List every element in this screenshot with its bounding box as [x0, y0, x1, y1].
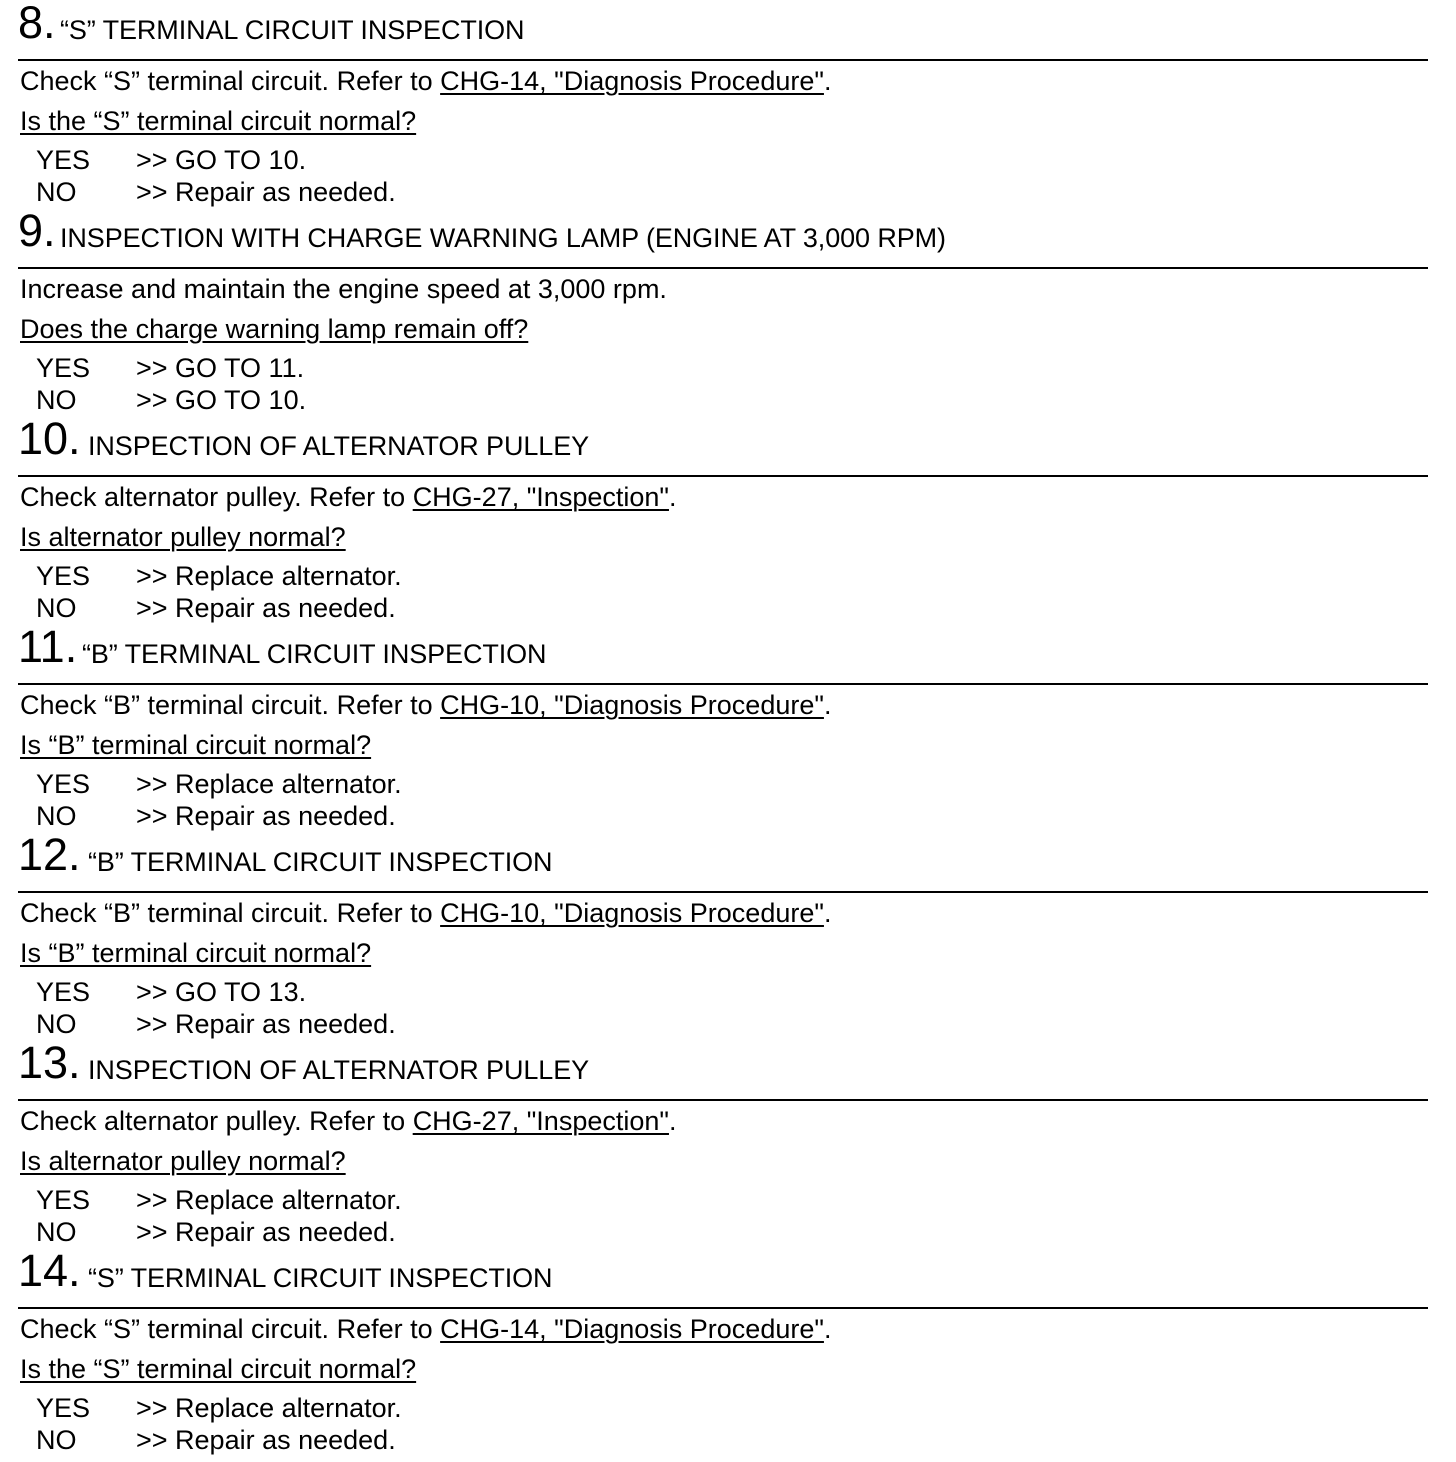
- instruction: [20, 1312, 831, 1346]
- question: Is the “S” terminal circuit normal?: [20, 1354, 417, 1384]
- no-label: NO: [36, 801, 77, 831]
- instruction-text: Check “B” terminal circuit. Refer to: [20, 690, 441, 720]
- instruction-text: Check alternator pulley. Refer to: [20, 1106, 413, 1136]
- step-11: [0, 621, 1456, 832]
- step-number: 12.: [18, 829, 81, 880]
- no-label: NO: [36, 1009, 77, 1039]
- divider: [18, 683, 1428, 685]
- reference-link-chg-27[interactable]: CHG-27, "Inspection": [412, 482, 669, 512]
- yes-label: YES: [36, 1185, 91, 1215]
- step-14: [0, 1245, 1456, 1456]
- divider: [18, 475, 1428, 477]
- divider: [18, 1099, 1428, 1101]
- yes-action: >> GO TO 10.: [136, 145, 307, 175]
- instruction: [20, 272, 667, 306]
- reference-link-chg-14[interactable]: CHG-14, "Diagnosis Procedure": [440, 1314, 824, 1344]
- reference-link-chg-27[interactable]: CHG-27, "Inspection": [412, 1106, 669, 1136]
- step-number: 9.: [18, 205, 56, 256]
- instruction-end: .: [668, 482, 677, 512]
- step-13: [0, 1037, 1456, 1248]
- step-title: INSPECTION OF ALTERNATOR PULLEY: [88, 431, 590, 461]
- no-action: >> Repair as needed.: [136, 801, 396, 831]
- yes-action: >> Replace alternator.: [136, 1185, 402, 1215]
- no-action: >> Repair as needed.: [136, 1217, 396, 1247]
- instruction: [20, 688, 831, 722]
- yes-action: >> GO TO 11.: [136, 353, 305, 383]
- no-label: NO: [36, 593, 77, 623]
- step-number: 8.: [18, 0, 56, 48]
- divider: [18, 267, 1428, 269]
- reference-link-chg-10[interactable]: CHG-10, "Diagnosis Procedure": [440, 690, 824, 720]
- step-number: 10.: [18, 413, 81, 464]
- divider: [18, 891, 1428, 893]
- step-8: [0, 0, 1456, 208]
- yes-action: >> Replace alternator.: [136, 1393, 402, 1423]
- no-action: >> Repair as needed.: [136, 593, 396, 623]
- instruction-end: .: [668, 1106, 677, 1136]
- step-title: “S” TERMINAL CIRCUIT INSPECTION: [88, 1263, 553, 1293]
- instruction-text: Check alternator pulley. Refer to: [20, 482, 413, 512]
- instruction-text: Check “S” terminal circuit. Refer to: [20, 1314, 441, 1344]
- question: Does the charge warning lamp remain off?: [20, 314, 529, 344]
- yes-label: YES: [36, 145, 91, 175]
- question: Is “B” terminal circuit normal?: [20, 938, 372, 968]
- instruction-end: .: [823, 690, 832, 720]
- question: Is “B” terminal circuit normal?: [20, 730, 372, 760]
- divider: [18, 1307, 1428, 1309]
- step-10: [0, 413, 1456, 624]
- instruction-text: Increase and maintain the engine speed at 3,000 rpm.: [20, 274, 667, 304]
- step-number: 11.: [18, 621, 78, 672]
- step-12: [0, 829, 1456, 1040]
- instruction-end: .: [823, 1314, 832, 1344]
- step-9: [0, 205, 1456, 416]
- yes-label: YES: [36, 353, 91, 383]
- no-label: NO: [36, 385, 77, 415]
- yes-label: YES: [36, 769, 91, 799]
- yes-action: >> Replace alternator.: [136, 561, 402, 591]
- divider: [18, 59, 1428, 61]
- step-number: 13.: [18, 1037, 81, 1088]
- yes-label: YES: [36, 561, 91, 591]
- step-title: INSPECTION OF ALTERNATOR PULLEY: [88, 1055, 590, 1085]
- no-action: >> Repair as needed.: [136, 177, 396, 207]
- question: Is the “S” terminal circuit normal?: [20, 106, 417, 136]
- no-action: >> Repair as needed.: [136, 1425, 396, 1455]
- instruction-text: Check “S” terminal circuit. Refer to: [20, 66, 441, 96]
- no-action: >> Repair as needed.: [136, 1009, 396, 1039]
- no-action: >> GO TO 10.: [136, 385, 307, 415]
- question: Is alternator pulley normal?: [20, 522, 346, 552]
- step-title: “S” TERMINAL CIRCUIT INSPECTION: [60, 15, 525, 45]
- instruction-end: .: [823, 898, 832, 928]
- reference-link-chg-14[interactable]: CHG-14, "Diagnosis Procedure": [440, 66, 824, 96]
- step-title: “B” TERMINAL CIRCUIT INSPECTION: [88, 847, 553, 877]
- step-number: 14.: [18, 1245, 81, 1296]
- no-label: NO: [36, 177, 77, 207]
- instruction: [20, 480, 676, 514]
- question: Is alternator pulley normal?: [20, 1146, 346, 1176]
- no-label: NO: [36, 1217, 77, 1247]
- reference-link-chg-10[interactable]: CHG-10, "Diagnosis Procedure": [440, 898, 824, 928]
- yes-label: YES: [36, 977, 91, 1007]
- yes-action: >> Replace alternator.: [136, 769, 402, 799]
- instruction-text: Check “B” terminal circuit. Refer to: [20, 898, 441, 928]
- instruction: [20, 896, 831, 930]
- yes-action: >> GO TO 13.: [136, 977, 307, 1007]
- instruction: [20, 64, 831, 98]
- instruction-end: .: [823, 66, 832, 96]
- yes-label: YES: [36, 1393, 91, 1423]
- step-title: INSPECTION WITH CHARGE WARNING LAMP (ENGINE AT 3,000 RPM): [60, 223, 946, 253]
- step-title: “B” TERMINAL CIRCUIT INSPECTION: [82, 639, 547, 669]
- no-label: NO: [36, 1425, 77, 1455]
- instruction: [20, 1104, 676, 1138]
